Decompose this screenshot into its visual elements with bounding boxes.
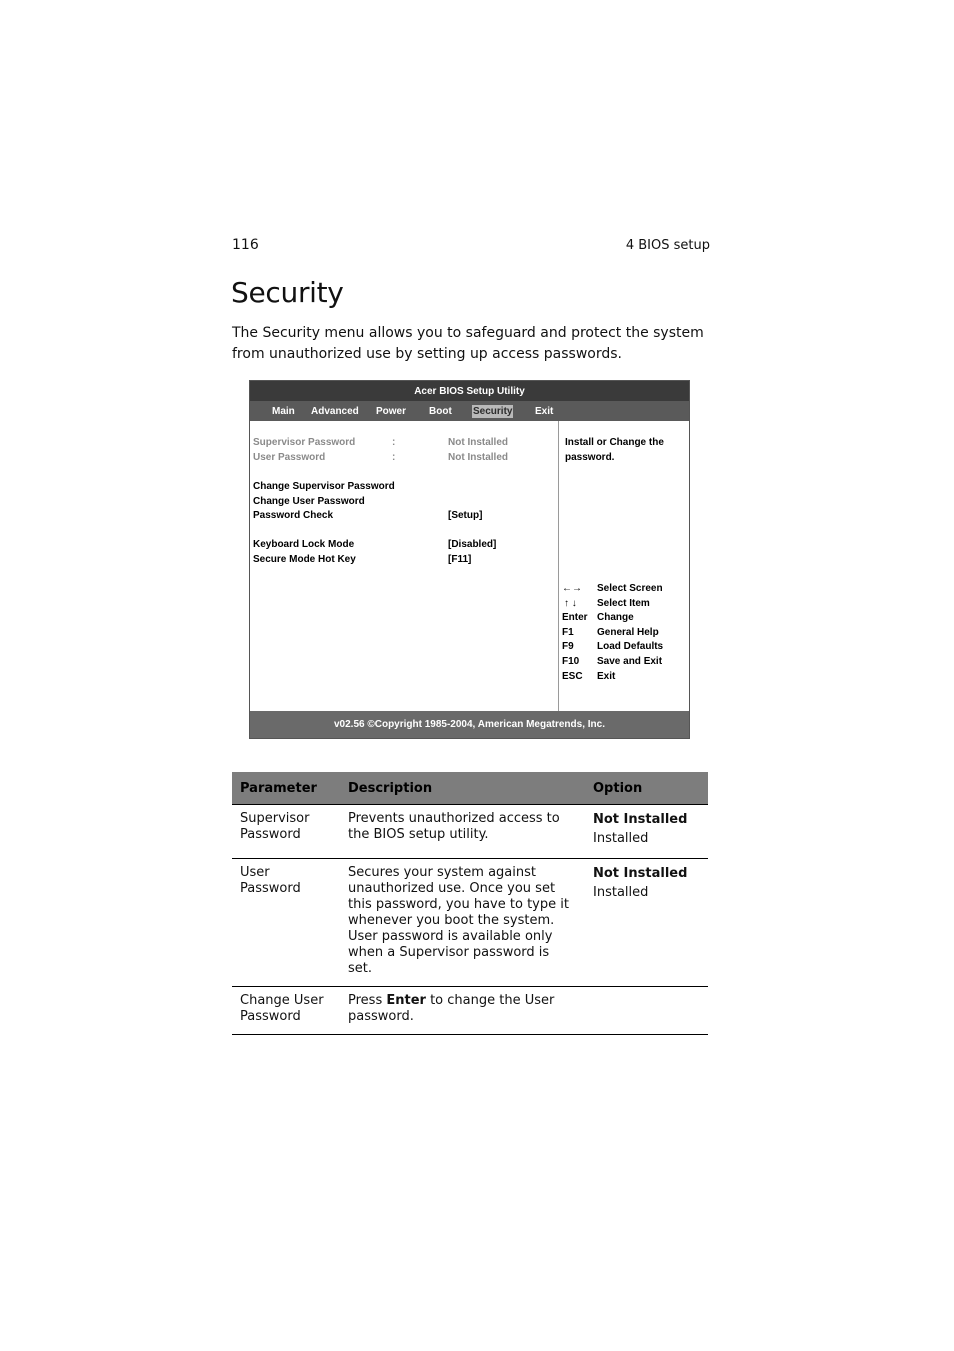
option-default: Not Installed bbox=[593, 812, 688, 827]
bios-key-action: Select Screen bbox=[597, 583, 663, 594]
column-header-description: Description bbox=[340, 772, 585, 805]
bios-key-action: Change bbox=[597, 612, 634, 623]
bios-option-password-check: Password Check bbox=[253, 510, 334, 521]
bios-key: ESC bbox=[562, 671, 583, 682]
column-header-parameter: Parameter bbox=[232, 772, 340, 805]
bios-status-sep: : bbox=[392, 452, 396, 463]
bios-key: F9 bbox=[562, 641, 574, 652]
bios-menu-bar bbox=[250, 401, 689, 421]
bios-menu-advanced: Advanced bbox=[311, 406, 359, 417]
description-text: Press bbox=[348, 993, 387, 1008]
bios-status-label: Supervisor Password bbox=[253, 437, 356, 448]
cell-parameter: Change User Password bbox=[232, 987, 340, 1035]
bios-key: Enter bbox=[562, 612, 588, 623]
bios-status-label: User Password bbox=[253, 452, 326, 463]
bios-key-action: Select Item bbox=[597, 598, 650, 609]
bios-menu-main: Main bbox=[272, 406, 295, 417]
section-title: Security bbox=[231, 276, 344, 309]
bios-option-keyboard-lock-mode: Keyboard Lock Mode bbox=[253, 539, 355, 550]
cell-option bbox=[585, 859, 708, 987]
bios-title-bar: Acer BIOS Setup Utility bbox=[250, 381, 689, 401]
key-name: Enter bbox=[386, 993, 426, 1008]
bios-option-secure-mode-hot-key: Secure Mode Hot Key bbox=[253, 554, 356, 565]
bios-option-value: [Setup] bbox=[448, 510, 483, 521]
cell-description: Secures your system against unauthorized use. Once you set this password, you have to type it whenever you boot the system. User password is available only when a Supervisor password is set. bbox=[340, 859, 585, 987]
cell-description bbox=[340, 987, 585, 1035]
cell-option bbox=[585, 805, 708, 859]
bios-key-action: Save and Exit bbox=[597, 656, 663, 667]
page-number: 116 bbox=[232, 237, 259, 253]
bios-help-text: Install or Change the bbox=[565, 437, 664, 448]
bios-option-value: [F11] bbox=[448, 554, 472, 565]
bios-status-value: Not Installed bbox=[448, 452, 509, 463]
bios-status-value: Not Installed bbox=[448, 437, 509, 448]
cell-parameter: Supervisor Password bbox=[232, 805, 340, 859]
bios-option-change-supervisor-password: Change Supervisor Password bbox=[253, 481, 395, 492]
cell-description: Prevents unauthorized access to the BIOS setup utility. bbox=[340, 805, 585, 859]
bios-key: F1 bbox=[562, 627, 574, 638]
parameter-table bbox=[232, 772, 708, 1035]
option-alt: Installed bbox=[593, 831, 649, 846]
bios-status-sep: : bbox=[392, 437, 396, 448]
running-header: 4 BIOS setup bbox=[625, 238, 710, 253]
bios-option-value: [Disabled] bbox=[448, 539, 497, 550]
option-default: Not Installed bbox=[593, 866, 688, 881]
bios-footer-bar: v02.56 ©Copyright 1985-2004, American Megatrends, Inc. bbox=[250, 711, 689, 738]
table-header-row bbox=[232, 772, 708, 805]
table-row bbox=[232, 859, 708, 987]
table-row bbox=[232, 987, 708, 1035]
bios-key-action: General Help bbox=[597, 627, 659, 638]
bios-menu-boot: Boot bbox=[429, 406, 452, 417]
bios-menu-power: Power bbox=[376, 406, 407, 417]
bios-option-change-user-password: Change User Password bbox=[253, 496, 365, 507]
bios-key-action: Exit bbox=[597, 671, 616, 682]
bios-panel-divider bbox=[558, 421, 559, 713]
bios-menu-security: Security bbox=[473, 406, 513, 417]
bios-screenshot bbox=[249, 380, 690, 739]
bios-help-text: password. bbox=[565, 452, 615, 463]
bios-menu-exit: Exit bbox=[535, 406, 554, 417]
cell-option bbox=[585, 987, 708, 1035]
arrow-left-right-icon: ←→ bbox=[562, 583, 582, 594]
cell-parameter: User Password bbox=[232, 859, 340, 987]
description-text: to change the User password. bbox=[348, 993, 555, 1024]
arrow-up-down-icon: ↑ ↓ bbox=[564, 598, 577, 609]
table-row bbox=[232, 805, 708, 859]
column-header-option: Option bbox=[585, 772, 708, 805]
option-alt: Installed bbox=[593, 885, 649, 900]
bios-key-action: Load Defaults bbox=[597, 641, 664, 652]
intro-paragraph: The Security menu allows you to safeguard and protect the system from unauthorized use by setting up access passwords. bbox=[232, 325, 704, 362]
bios-key: F10 bbox=[562, 656, 580, 667]
